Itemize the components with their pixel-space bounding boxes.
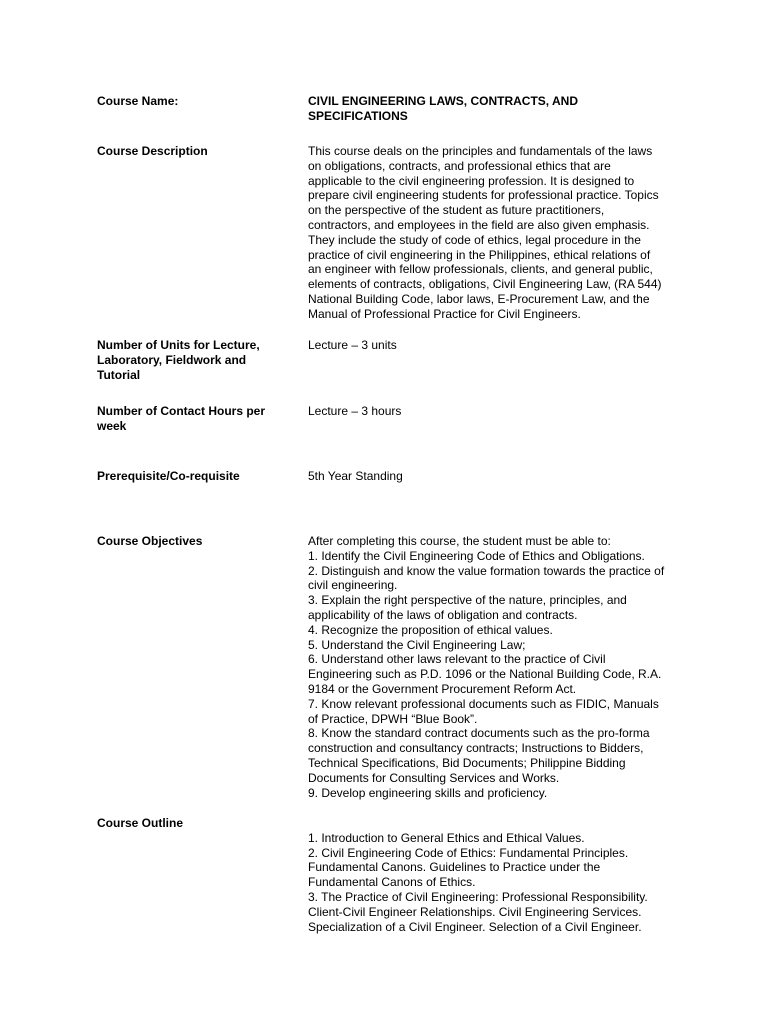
contact-hours-label-line: Number of Contact Hours per [97, 404, 266, 418]
description-line: This course deals on the principles and fundamentals of the laws [308, 144, 653, 158]
contact-hours-label [97, 404, 308, 469]
outline-line: Client-Civil Engineer Relationships. Civil Engineering Services. [308, 904, 642, 919]
course-outline-value [308, 816, 697, 934]
description-line: They include the study of code of ethics, legal procedure in the [308, 232, 641, 247]
prerequisite-label: Prerequisite/Co-requisite [97, 469, 240, 483]
objective-line: construction and consultancy contracts; Instructions to Bidders, [308, 741, 644, 756]
course-objectives-value [308, 534, 697, 816]
course-outline-row [97, 816, 697, 934]
objective-line: Engineering such as P.D. 1096 or the National Building Code, R.A. [308, 667, 662, 682]
objective-line: After completing this course, the student must be able to: [308, 534, 611, 548]
objective-line: 9184 or the Government Procurement Reform Act. [308, 681, 577, 696]
outline-blank-line [308, 816, 697, 831]
objective-line: 5. Understand the Civil Engineering Law; [308, 637, 526, 652]
units-label-line: Number of Units for Lecture, [97, 338, 260, 352]
objective-line: 1. Identify the Civil Engineering Code of Ethics and Obligations. [308, 548, 645, 563]
objective-line: 6. Understand other laws relevant to the practice of Civil [308, 652, 606, 667]
objective-line: 3. Explain the right perspective of the nature, principles, and [308, 593, 627, 608]
course-name-line: SPECIFICATIONS [308, 108, 408, 123]
description-line: an engineer with fellow professionals, clients, and general public, [308, 262, 653, 277]
contact-hours-value: Lecture – 3 hours [308, 404, 402, 418]
description-line: Manual of Professional Practice for Civil Engineers. [308, 306, 581, 321]
course-outline-label: Course Outline [97, 816, 184, 830]
course-description-row [97, 144, 697, 338]
description-line: practice of civil engineering in the Philippines, ethical relations of [308, 247, 651, 262]
objective-line: of Practice, DPWH “Blue Book”. [308, 711, 478, 726]
outline-line: Fundamental Canons of Ethics. [308, 875, 476, 890]
course-name-label: Course Name: [97, 94, 179, 108]
description-line: elements of contracts, obligations, Civil Engineering Law, (RA 544) [308, 277, 662, 292]
course-objectives-label: Course Objectives [97, 534, 203, 548]
prerequisite-row [97, 469, 697, 534]
objective-line: 7. Know relevant professional documents such as FIDIC, Manuals [308, 696, 659, 711]
course-name-row [97, 94, 697, 144]
course-name-line: CIVIL ENGINEERING LAWS, CONTRACTS, AND [308, 94, 579, 108]
course-syllabus-document [97, 94, 697, 934]
description-line: applicable to the civil engineering profession. It is designed to [308, 173, 635, 188]
units-value: Lecture – 3 units [308, 338, 397, 352]
outline-line: 1. Introduction to General Ethics and Ethical Values. [308, 830, 585, 845]
outline-line: Fundamental Canons. Guidelines to Practice under the [308, 860, 601, 875]
objective-line: civil engineering. [308, 578, 398, 593]
outline-line: Specialization of a Civil Engineer. Selection of a Civil Engineer. [308, 919, 642, 934]
units-label [97, 338, 308, 404]
units-row [97, 338, 697, 404]
objective-line: 9. Develop engineering skills and proficiency. [308, 785, 548, 800]
units-label-line: Tutorial [97, 367, 141, 382]
prerequisite-value: 5th Year Standing [308, 469, 403, 483]
contact-hours-row [97, 404, 697, 469]
description-line: on the perspective of the student as future practitioners, [308, 203, 605, 218]
course-description-label: Course Description [97, 144, 208, 158]
objective-line: 2. Distinguish and know the value formation towards the practice of [308, 563, 665, 578]
description-line: on obligations, contracts, and professional ethics that are [308, 158, 611, 173]
description-line: prepare civil engineering students for professional practice. Topics [308, 188, 659, 203]
outline-line: 2. Civil Engineering Code of Ethics: Fundamental Principles. [308, 845, 629, 860]
units-label-line: Laboratory, Fieldwork and [97, 352, 247, 367]
course-name-value [308, 94, 697, 144]
course-description-value [308, 144, 697, 338]
description-line: contractors, and employees in the field are also given emphasis. [308, 217, 650, 232]
objective-line: Documents for Consulting Services and Works. [308, 770, 560, 785]
description-line: National Building Code, labor laws, E-Procurement Law, and the [308, 291, 650, 306]
outline-line: 3. The Practice of Civil Engineering: Professional Responsibility. [308, 889, 648, 904]
objective-line: Technical Specifications, Bid Documents; Philippine Bidding [308, 755, 626, 770]
objective-line: applicability of the laws of obligation and contracts. [308, 607, 578, 622]
course-objectives-row [97, 534, 697, 816]
contact-hours-label-line: week [97, 418, 127, 433]
objective-line: 4. Recognize the proposition of ethical values. [308, 622, 553, 637]
objective-line: 8. Know the standard contract documents such as the pro-forma [308, 726, 650, 741]
